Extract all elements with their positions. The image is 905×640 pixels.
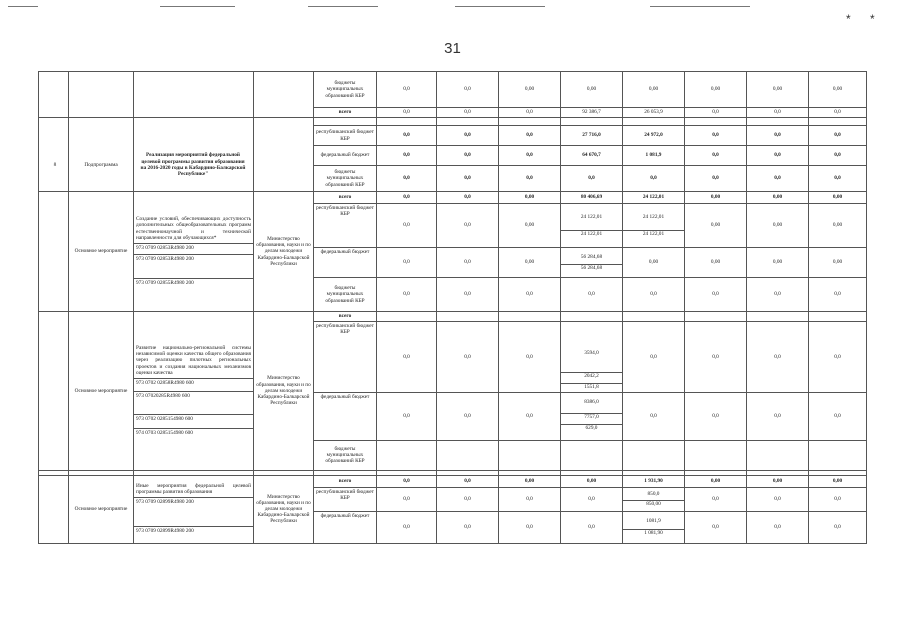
value-cell: 0,00 [809,72,867,108]
source-label: федеральный бюджет [314,392,377,440]
value-cell: 0,00 [747,204,809,248]
value-cell: 0,00 [809,192,867,204]
value-cell: 0,0 [747,126,809,146]
value-subcell: 2042,2 [561,372,622,379]
value-cell: 0,0 [377,126,437,146]
source-label: всего [314,312,377,322]
value-subcell: 24 122,01 [623,230,684,237]
source-label: республиканский бюджет КБР [314,322,377,393]
value-cell: 26 053,9 [623,108,685,118]
value-cell: 0,00 [499,72,561,108]
value-cell: 1081,9 1 081,90 [623,511,685,543]
value-cell: 0,0 [377,146,437,166]
value-cell: 0,0 [809,322,867,393]
value-cell: 0,0 [437,511,499,543]
value-cell: 0,0 [377,392,437,440]
value-cell: 0,00 [747,475,809,487]
budget-code: 973 0709 02855R4980 200 [134,278,253,287]
value-subcell: 1551,8 [561,383,622,390]
row-type: Основное мероприятие [69,192,134,312]
value-cell: 0,00 [747,72,809,108]
value-cell: 0,0 [561,166,623,192]
source-label: республиканский бюджет КБР [314,204,377,248]
value-cell: 850,0 850,00 [623,487,685,511]
value-cell: 0,0 [685,166,747,192]
value-cell: 0,0 [377,475,437,487]
value-cell: 0,00 [623,72,685,108]
value-cell: 24 122,01 24 122,01 [623,204,685,248]
budget-code: 974 0703 0285154980 600 [134,428,253,437]
value-cell: 0,0 [377,278,437,312]
value-cell: 0,0 [561,278,623,312]
value-cell: 0,00 [809,204,867,248]
value-cell: 0,0 [809,278,867,312]
value-cell: 0,00 [747,192,809,204]
value-cell: 0,00 [623,248,685,278]
value-cell: 0,0 [377,511,437,543]
value-cell: 8386,0 7757,0 629,0 [561,392,623,440]
value-cell: 0,00 [685,72,747,108]
value-cell: 0,0 [437,192,499,204]
activity-title: Развитие национально-региональной системы независимой оценки качества общего образования через реализацию пилотных региональных проектов и создания национальных механизмов оценки качества 973 0702 02858R4980 600 973 07020285R4980 600 973 0702 0285154980 600 974 0703 0285154980 600 [134,312,254,471]
value-cell: 0,0 [437,126,499,146]
value-cell: 3594,0 2042,2 1551,8 [561,322,623,393]
value-cell: 0,0 [437,322,499,393]
value-cell: 0,0 [377,487,437,511]
value-cell: 1 081,9 [623,146,685,166]
value-cell: 0,0 [809,146,867,166]
value-cell: 0,0 [685,146,747,166]
value-cell: 0,0 [499,278,561,312]
table-row [39,312,867,322]
value-cell: 0,0 [747,108,809,118]
value-cell: 0,0 [377,72,437,108]
source-label: бюджеты муниципальных образований КБР [314,72,377,108]
value-cell: 0,0 [623,322,685,393]
row-type: Подпрограмма [84,162,118,168]
value-cell: 0,0 [499,126,561,146]
value-cell: 0,0 [437,108,499,118]
source-label: республиканский бюджет КБР [314,487,377,511]
value-cell: 0,0 [437,204,499,248]
value-cell: 0,0 [437,392,499,440]
executor: Министерство образования, науки и по делам молодежи Кабардино-Балкарской Республики [254,312,314,471]
source-label: всего [314,108,377,118]
value-cell: 0,0 [499,322,561,393]
corner-mark: * [870,12,875,26]
budget-code: 973 0702 02858R4980 600 [134,378,253,387]
budget-code: 973 07020285R4980 600 [134,391,253,400]
value-cell: 0,00 [685,204,747,248]
value-cell: 0,0 [623,278,685,312]
value-cell: 0,0 [437,475,499,487]
scan-edge-line [650,6,750,7]
source-label: всего [314,192,377,204]
value-cell: 0,0 [499,392,561,440]
value-cell: 0,0 [747,278,809,312]
source-label: бюджеты муниципальных образований КБР [314,166,377,192]
scan-edge-line [308,6,378,7]
value-subcell: 850,00 [623,500,684,507]
value-cell: 0,0 [809,487,867,511]
value-cell: 0,0 [685,392,747,440]
value-subcell: 1 081,90 [623,529,684,536]
value-cell: 0,00 [685,248,747,278]
value-cell: 0,0 [747,322,809,393]
value-cell: 0,0 [809,166,867,192]
value-cell: 0,0 [747,487,809,511]
value-cell: 64 670,7 [561,146,623,166]
value-cell: 0,0 [685,108,747,118]
budget-code: 973 0709 02853R4980 200 [134,254,253,263]
table-row [39,72,867,108]
value-subcell: 629,0 [561,424,622,431]
value-cell: 24 122,01 [623,192,685,204]
value-cell: 0,0 [747,392,809,440]
value-cell: 0,0 [623,392,685,440]
value-cell: 0,0 [499,511,561,543]
source-label: федеральный бюджет [314,511,377,543]
value-cell: 0,0 [685,487,747,511]
value-cell: 0,0 [747,511,809,543]
value-cell: 0,0 [437,146,499,166]
value-cell: 0,00 [685,475,747,487]
activity-title: Иные мероприятия федеральной целевой программы развития образования 973 0709 02899R4980 200 973 0709 02899R4980 200 [134,475,254,543]
executor: Министерство образования, науки и по делам молодежи Кабардино-Балкарской Республики [254,192,314,312]
budget-code: 973 0709 02899R4980 200 [134,497,253,506]
value-cell: 0,0 [499,108,561,118]
value-cell: 0,0 [377,248,437,278]
value-cell: 0,00 [809,248,867,278]
value-cell: 0,0 [437,248,499,278]
row-type: Основное мероприятие [69,475,134,543]
source-label: федеральный бюджет [314,248,377,278]
value-cell: 0,00 [561,72,623,108]
corner-mark: * [846,12,851,26]
budget-code: 973 0709 02853R4980 200 [134,243,253,252]
value-cell: 0,0 [623,166,685,192]
value-subcell: 56 284,68 [561,264,622,271]
value-cell: 0,0 [747,166,809,192]
value-cell: 0,0 [377,204,437,248]
scan-edge-line [160,6,235,7]
value-cell: 92 386,7 [561,108,623,118]
executor: Министерство образования, науки и по делам молодежи Кабардино-Балкарской Республики [254,475,314,543]
value-cell: 0,00 [809,475,867,487]
value-cell: 0,0 [685,278,747,312]
value-cell: 0,00 [685,192,747,204]
value-cell: 0,0 [499,166,561,192]
scan-edge-line [455,6,545,7]
source-label: всего [314,475,377,487]
value-cell: 0,0 [377,108,437,118]
scan-edge-line [8,6,38,7]
budget-code: 973 0709 02899R4980 200 [134,526,253,535]
value-cell: 0,0 [561,511,623,543]
value-cell: 0,0 [685,511,747,543]
page-number: 31 [444,40,461,57]
value-cell: 24 122,01 24 122,01 [561,204,623,248]
table-row [39,475,867,487]
value-cell: 0,00 [499,248,561,278]
value-cell: 0,0 [437,166,499,192]
value-cell: 0,0 [685,126,747,146]
value-cell: 0,0 [685,322,747,393]
value-subcell: 7757,0 [561,413,622,420]
value-cell: 0,0 [499,487,561,511]
source-label: федеральный бюджет [314,146,377,166]
row-number: 8 [53,162,57,168]
value-cell: 0,00 [499,204,561,248]
value-cell: 1 931,90 [623,475,685,487]
value-cell: 0,0 [377,166,437,192]
value-cell: 0,0 [809,126,867,146]
value-cell: 56 284,68 56 284,68 [561,248,623,278]
value-cell: 0,00 [499,475,561,487]
value-cell: 27 716,0 [561,126,623,146]
source-label: бюджеты муниципальных образований КБР [314,440,377,470]
source-label: республиканский бюджет КБР [314,126,377,146]
value-cell: 0,0 [377,322,437,393]
subprogram-title: Реализация мероприятий федеральной целевой программы развития образования на 2016-2020 годы в Кабардино-Балкарской Республике" [140,152,246,178]
value-cell: 0,0 [809,108,867,118]
row-type: Основное мероприятие [69,312,134,471]
value-subcell: 24 122,01 [561,230,622,237]
source-label: бюджеты муниципальных образований КБР [314,278,377,312]
value-cell: 0,0 [437,487,499,511]
value-cell: 0,0 [437,72,499,108]
value-cell: 0,0 [561,487,623,511]
table-row [39,118,867,126]
value-cell: 0,0 [377,192,437,204]
value-cell: 0,00 [561,475,623,487]
value-cell: 24 972,0 [623,126,685,146]
budget-code: 973 0702 0285154980 600 [134,414,253,423]
value-cell: 0,0 [499,146,561,166]
value-cell: 80 406,69 [561,192,623,204]
value-cell: 0,0 [809,392,867,440]
value-cell: 0,0 [437,278,499,312]
activity-title: Создание условий, обеспечивающих доступность дополнительных общеобразовательных программ естественнонаучной и технической направленности для обучающихся* 973 0709 02853R4980 200 973 0709 02853R4980 200 973 0709 02855R4980 200 [134,192,254,312]
value-cell: 0,00 [747,248,809,278]
value-cell: 0,00 [499,192,561,204]
value-cell: 0,0 [747,146,809,166]
value-cell: 0,0 [809,511,867,543]
